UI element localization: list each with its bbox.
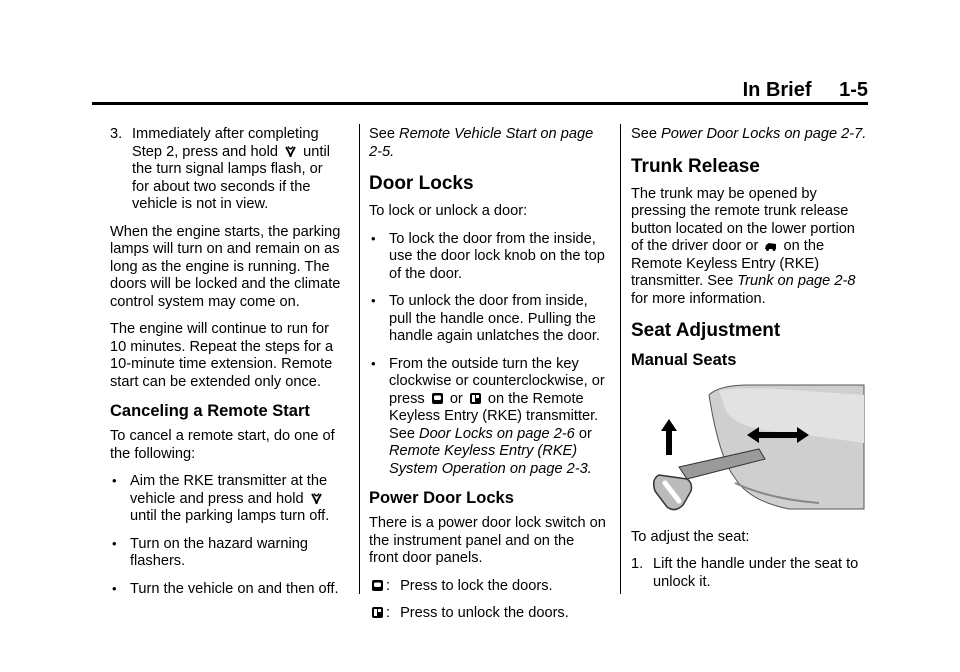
reference-link[interactable]: Remote Keyless Entry (RKE) System Operation on page 2-3. (389, 443, 592, 477)
step-3 (110, 126, 342, 214)
list-item (110, 581, 342, 599)
see-text: See (369, 126, 395, 142)
lock-icon (431, 392, 444, 405)
colon: : (386, 605, 391, 621)
bullet-icon: • (371, 293, 376, 308)
reference-link[interactable]: Remote Vehicle Start on page 2-5. (369, 126, 594, 160)
column-2 (369, 126, 607, 633)
heading-canceling-remote-start: Canceling a Remote Start (110, 402, 310, 420)
step-text: the turn signal lamps flash, or for about two seconds if the vehicle is not in view. (132, 161, 323, 212)
colon: : (386, 577, 391, 594)
heading-seat-adjustment: Seat Adjustment (631, 320, 781, 341)
paragraph: There is a power door lock switch on the instrument panel and on the front door panels. (369, 515, 606, 566)
bullet-icon: • (371, 230, 376, 246)
heading-power-door-locks: Power Door Locks (369, 489, 514, 507)
bullet-icon: • (371, 355, 376, 371)
list-item (369, 293, 607, 346)
step-text: Lift the handle under the seat to unlock it. (653, 556, 859, 590)
legend-text: Press to lock the doors. (400, 577, 553, 594)
list-text: Turn on the hazard warning flashers. (130, 535, 308, 569)
unlock-legend (369, 605, 607, 623)
trunk-icon (764, 239, 777, 252)
list-item (110, 536, 342, 571)
section-title: In Brief (742, 79, 812, 101)
column-3 (631, 126, 871, 601)
list-item (110, 473, 342, 526)
paragraph: To lock or unlock a door: (369, 203, 528, 219)
paragraph: To cancel a remote start, do one of the following: (110, 428, 335, 462)
step-text: until (303, 143, 330, 160)
list-text: until the parking lamps turn off. (130, 508, 330, 524)
legend-key (369, 578, 390, 596)
cross-reference (369, 126, 607, 161)
cross-reference (631, 126, 871, 144)
bullet-icon: • (112, 535, 117, 551)
heading-trunk-release: Trunk Release (631, 155, 760, 177)
heading-door-locks: Door Locks (369, 173, 474, 194)
list-text: on the Remote Keyless Entry (RKE) transmitter. See (389, 390, 599, 442)
list-item (369, 231, 607, 284)
column-divider (620, 124, 621, 594)
paragraph-text: on the Remote Keyless Entry (RKE) transmitter. See (631, 238, 825, 289)
page-header (743, 79, 868, 102)
list-text: To lock the door from the inside, use the door lock knob on the top of the door. (389, 230, 605, 282)
list-text: From the outside turn the key clockwise or counterclockwise, or press (389, 355, 605, 407)
unlock-icon (469, 392, 482, 405)
list-item (369, 356, 607, 479)
remote-start-icon (310, 492, 323, 505)
bullet-icon: • (112, 580, 117, 596)
step-text: Step 2, press and hold (132, 143, 279, 160)
unlock-icon (371, 606, 384, 619)
legend-text: Press to unlock the doors. (400, 605, 569, 621)
list-text: To unlock the door from inside, pull the handle once. Pulling the handle again unlatches the door. (389, 293, 600, 344)
column-1 (110, 126, 342, 608)
step-text: Immediately after completing (132, 126, 319, 142)
reference-link[interactable]: Power Door Locks on page 2-7. (661, 126, 867, 142)
bullet-icon: • (112, 473, 117, 488)
paragraph: To adjust the seat: (631, 528, 750, 545)
paragraph: The engine will continue to run for 10 minutes. Repeat the steps for a 10-minute time extension. Remote start can be extended only once. (110, 321, 334, 390)
lock-legend (369, 578, 607, 596)
list-text: or (578, 425, 592, 442)
remote-start-icon (284, 145, 297, 158)
reference-link[interactable]: Door Locks on page 2-6 (419, 425, 575, 442)
paragraph: When the engine starts, the parking lamps will turn on and remain on as long as the engine is running. The doors will be locked and the climate control system may come on. (110, 223, 341, 310)
list-text: Turn the vehicle on and then off. (130, 580, 339, 597)
column-divider (359, 124, 360, 594)
header-rule (92, 102, 868, 105)
see-text: See (631, 126, 657, 142)
step-number: 1. (631, 556, 644, 572)
reference-link[interactable]: Trunk on page 2-8 (737, 273, 856, 289)
list-text: or (449, 390, 463, 407)
heading-manual-seats: Manual Seats (631, 351, 737, 369)
legend-key (369, 605, 390, 623)
seat-handle-illustration (639, 383, 869, 511)
list-text: Aim the RKE transmitter at the vehicle and press and hold (130, 473, 328, 507)
lock-icon (371, 579, 384, 592)
paragraph (631, 186, 871, 309)
page-number: 1-5 (839, 79, 868, 101)
paragraph-text: for more information. (631, 290, 766, 307)
step-1 (631, 556, 871, 591)
step-number: 3. (110, 126, 123, 142)
paragraph-text: The trunk may be opened by pressing the remote trunk release button located on the lower portion of the driver door or (631, 185, 855, 254)
